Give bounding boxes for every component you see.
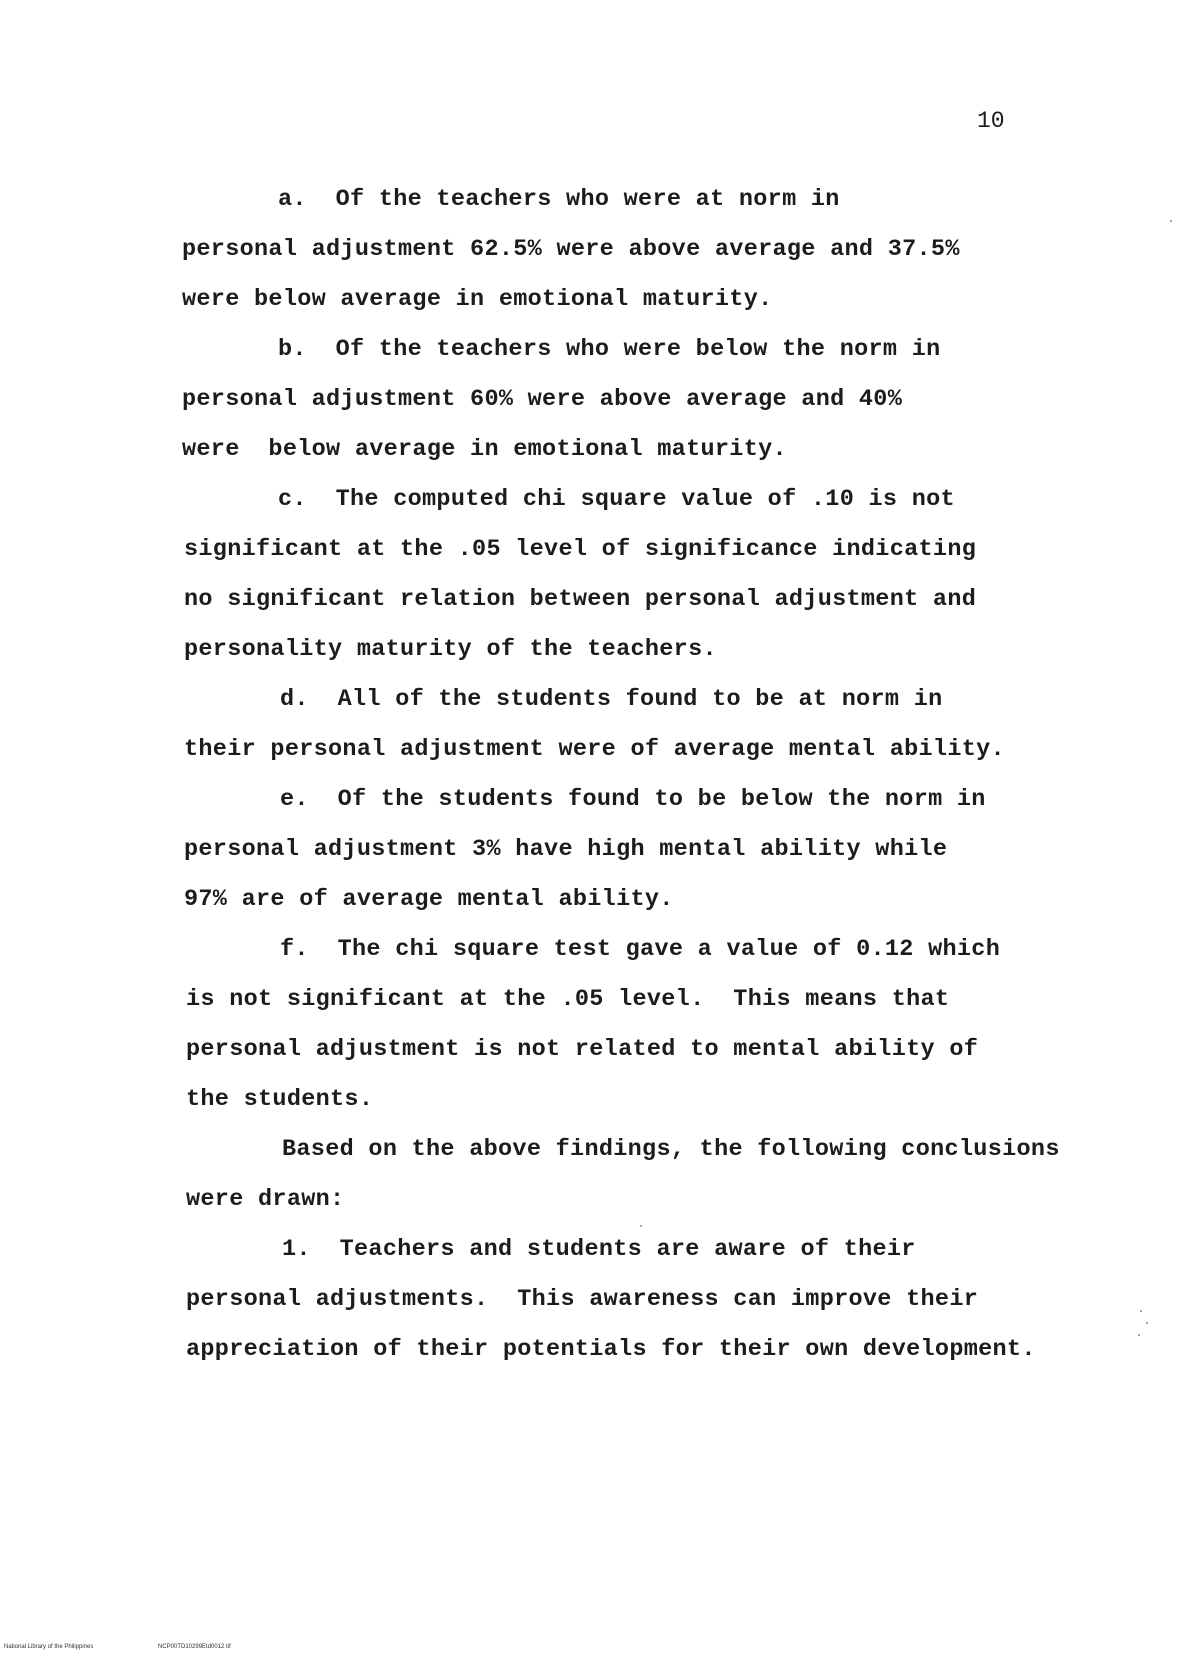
finding-c-line-2: significant at the .05 level of significance indicating — [184, 536, 977, 563]
finding-b-line-3: were below average in emotional maturity. — [182, 436, 787, 463]
page-number: 10 — [977, 108, 1005, 134]
finding-e-line-2: personal adjustment 3% have high mental ability while — [184, 836, 948, 863]
finding-a-line-1: a. Of the teachers who were at norm in — [278, 186, 840, 213]
scan-speck — [1170, 220, 1172, 222]
conclusion-1-line-3: appreciation of their potentials for their own development. — [186, 1336, 1036, 1363]
finding-c-line-3: no significant relation between personal adjustment and — [184, 586, 977, 613]
scan-speck — [1138, 1334, 1140, 1336]
conclusions-intro-line-1: Based on the above findings, the following conclusions — [282, 1136, 1060, 1163]
conclusion-1-line-1: 1. Teachers and students are aware of their — [282, 1236, 916, 1263]
finding-f-line-2: is not significant at the .05 level. This means that — [186, 986, 950, 1013]
finding-b-line-2: personal adjustment 60% were above average and 40% — [182, 386, 903, 413]
footer-code: NCP00TD10299Etd0012 tif — [158, 1644, 231, 1650]
scan-speck — [640, 1225, 642, 1227]
finding-f-line-1: f. The chi square test gave a value of 0.12 which — [280, 936, 1001, 963]
conclusions-intro-line-2: were drawn: — [186, 1186, 345, 1213]
finding-e-line-1: e. Of the students found to be below the norm in — [280, 786, 986, 813]
finding-f-line-4: the students. — [186, 1086, 374, 1113]
finding-c-line-1: c. The computed chi square value of .10 is not — [278, 486, 955, 513]
finding-a-line-2: personal adjustment 62.5% were above average and 37.5% — [182, 236, 960, 263]
finding-f-line-3: personal adjustment is not related to mental ability of — [186, 1036, 979, 1063]
finding-a-line-3: were below average in emotional maturity. — [182, 286, 773, 313]
finding-b-line-1: b. Of the teachers who were below the norm in — [278, 336, 941, 363]
scan-speck — [1146, 1322, 1148, 1324]
scan-speck — [1140, 1310, 1142, 1312]
finding-d-line-1: d. All of the students found to be at norm in — [280, 686, 943, 713]
conclusion-1-line-2: personal adjustments. This awareness can improve their — [186, 1286, 979, 1313]
finding-d-line-2: their personal adjustment were of average mental ability. — [184, 736, 1005, 763]
finding-e-line-3: 97% are of average mental ability. — [184, 886, 674, 913]
finding-c-line-4: personality maturity of the teachers. — [184, 636, 717, 663]
footer-library: National Library of the Philippines — [4, 1644, 94, 1650]
